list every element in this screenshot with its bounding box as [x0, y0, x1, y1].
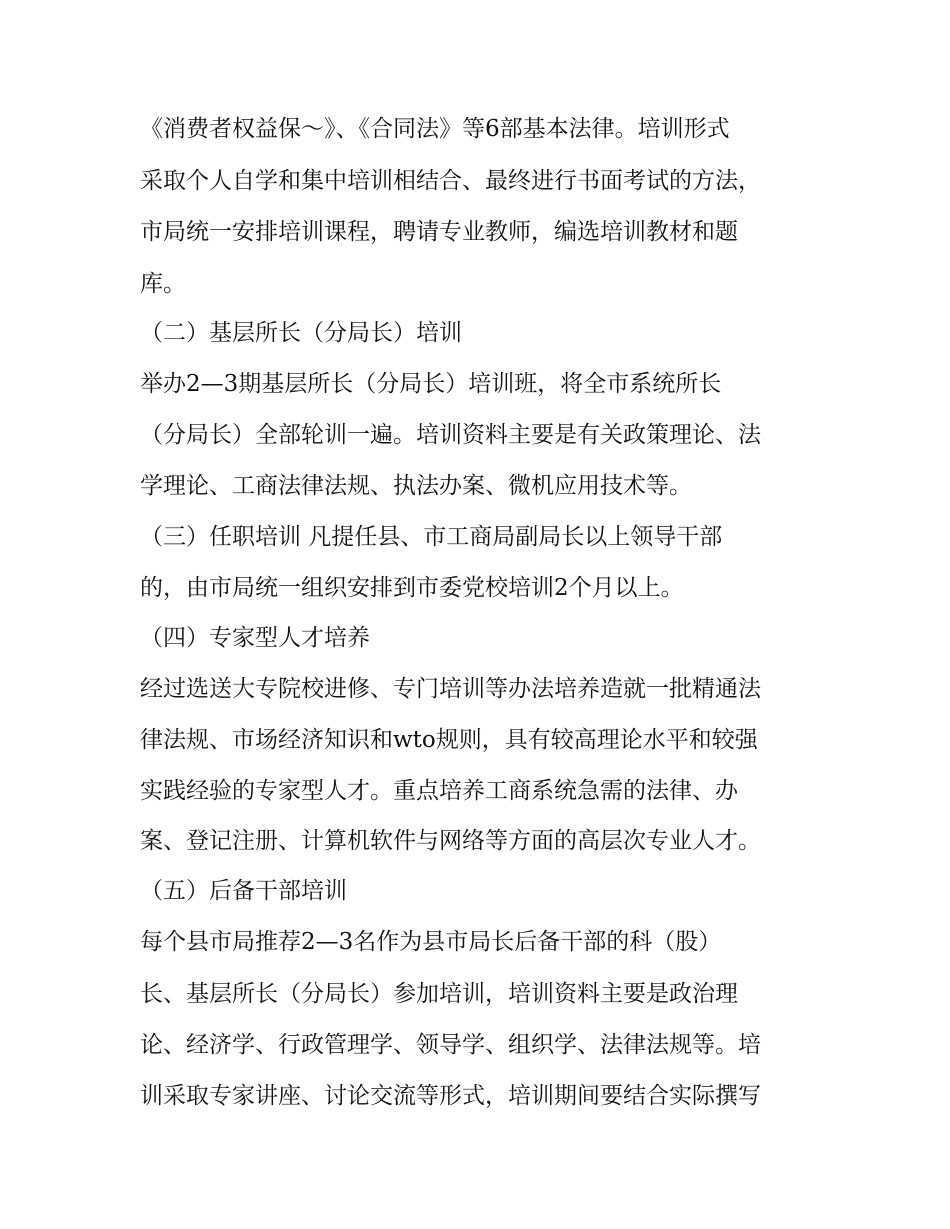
text-line: 律法规、市场经济知识和wto规则，具有较高理论水平和较强: [140, 727, 758, 753]
section-heading: （三）任职培训 凡提任县、市工商局副局长以上领导干部: [140, 524, 723, 550]
text-line: 经过选送大专院校进修、专门培训等办法培养造就一批精通法: [140, 676, 761, 702]
text-line: 训采取专家讲座、讨论交流等形式，培训期间要结合实际撰写: [140, 1083, 761, 1109]
text-line: 案、登记注册、计算机软件与网络等方面的高层次专业人才。: [140, 828, 761, 854]
text-line: 的，由市局统一组织安排到市委党校培训2个月以上。: [140, 575, 684, 601]
text-line: 举办2—3期基层所长（分局长）培训班，将全市系统所长: [140, 371, 722, 397]
section-heading: （四）专家型人才培养: [140, 625, 370, 651]
text-line: （分局长）全部轮训一遍。培训资料主要是有关政策理论、法: [140, 422, 761, 448]
section-heading: （二）基层所长（分局长）培训: [140, 320, 462, 346]
text-line: 采取个人自学和集中培训相结合、最终进行书面考试的方法，: [140, 168, 761, 194]
text-line: 《消费者权益保～》、《合同法》等6部基本法律。培训形式: [140, 116, 730, 142]
text-line: 每个县市局推荐2—3名作为县市局长后备干部的科（股）: [140, 929, 722, 955]
text-line: 学理论、工商法律法规、执法办案、微机应用技术等。: [140, 473, 692, 499]
text-line: 实践经验的专家型人才。重点培养工商系统急需的法律、办: [140, 778, 738, 804]
section-heading: （五）后备干部培训: [140, 878, 347, 904]
text-line: 论、经济学、行政管理学、领导学、组织学、法律法规等。培: [140, 1032, 761, 1058]
text-line: 市局统一安排培训课程，聘请专业教师，编选培训教材和题: [140, 219, 738, 245]
text-line: 库。: [140, 271, 186, 297]
text-line: 长、基层所长（分局长）参加培训，培训资料主要是政治理: [140, 981, 738, 1007]
